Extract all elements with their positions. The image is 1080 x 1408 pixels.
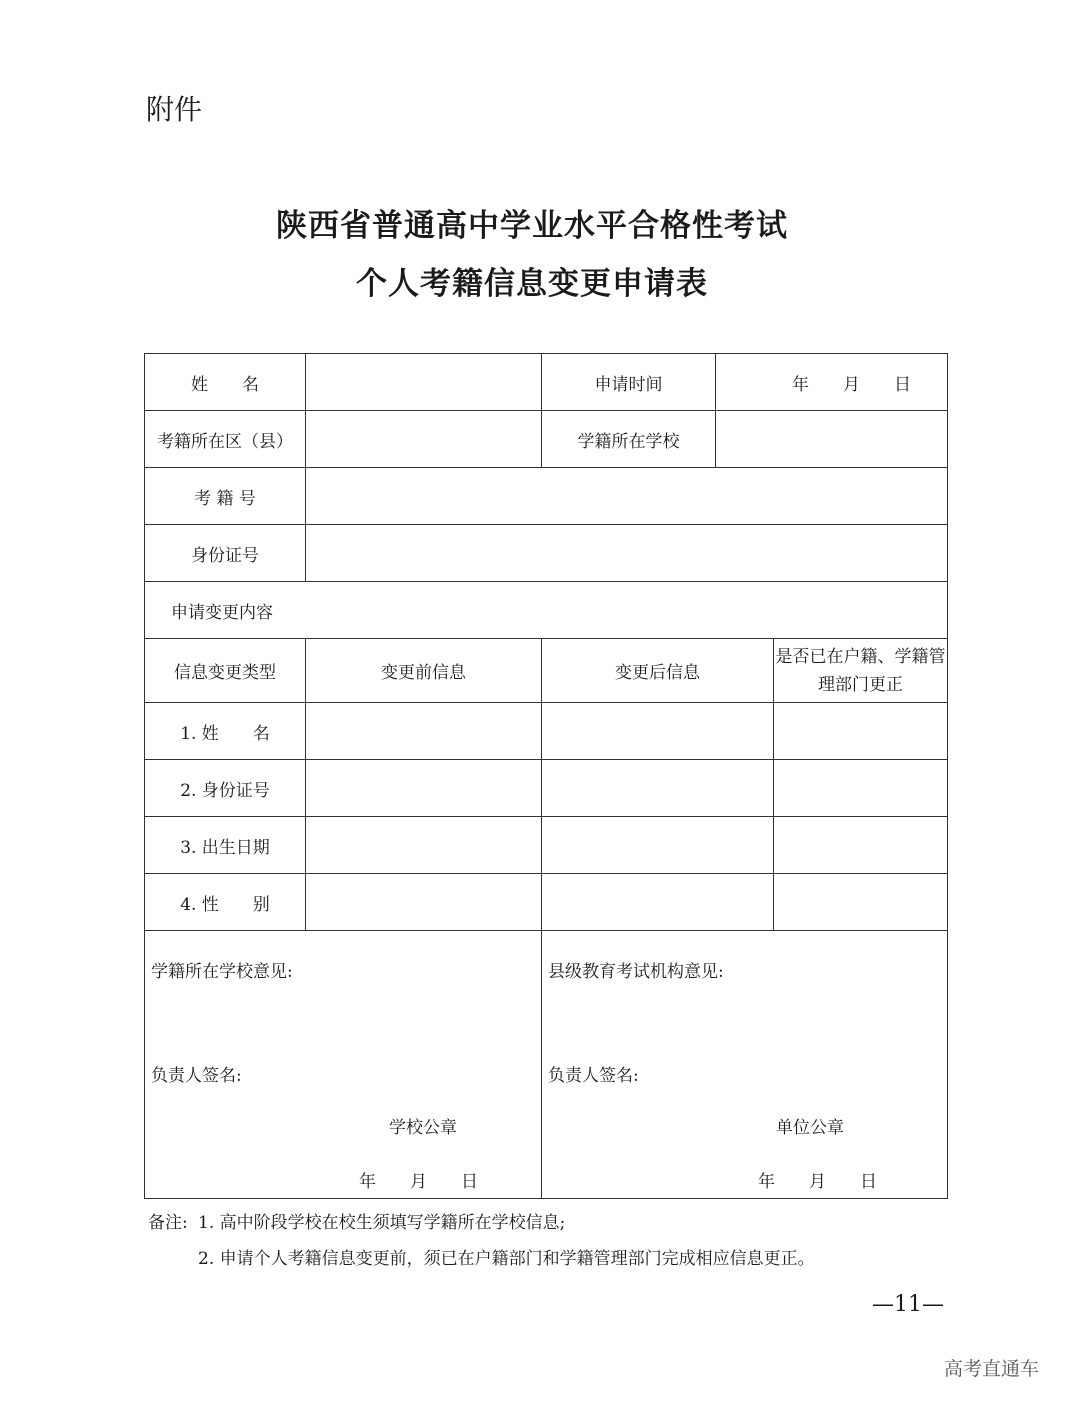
form-title-line2: 个人考籍信息变更申请表 [356, 266, 708, 302]
birthdate-after-cell[interactable] [542, 817, 774, 874]
after-info-header: 变更后信息 [542, 639, 774, 703]
birthdate-corrected-cell[interactable] [774, 817, 948, 874]
attachment-label: 附件 [146, 93, 203, 126]
apply-date-cell[interactable]: 年 月 日 [716, 354, 948, 411]
gender-corrected-cell[interactable] [774, 874, 948, 931]
change-item-id: 2. 身份证号 [145, 760, 306, 817]
exam-number-input-cell[interactable] [306, 468, 948, 525]
note-line-2: 2. 申请个人考籍信息变更前，须已在户籍部门和学籍管理部门完成相应信息更正。 [198, 1249, 815, 1269]
school-opinion-label: 学籍所在学校意见: [151, 962, 293, 982]
county-date-label: 年 月 日 [758, 1172, 877, 1192]
gender-before-cell[interactable] [306, 874, 542, 931]
school-opinion-cell[interactable] [145, 931, 542, 1199]
name-label: 姓 名 [145, 354, 306, 411]
county-signature-label: 负责人签名: [548, 1066, 639, 1086]
gender-after-cell[interactable] [542, 874, 774, 931]
before-info-header: 变更前信息 [306, 639, 542, 703]
notes-prefix: 备注: [148, 1213, 188, 1233]
county-seal-label: 单位公章 [776, 1118, 844, 1138]
school-signature-label: 负责人签名: [151, 1066, 242, 1086]
school-label: 学籍所在学校 [542, 411, 716, 468]
watermark-text: 高考直通车 [944, 1358, 1040, 1380]
change-item-name: 1. 姓 名 [145, 703, 306, 760]
school-date-label: 年 月 日 [359, 1172, 478, 1192]
county-opinion-cell[interactable] [542, 931, 948, 1199]
id-before-cell[interactable] [306, 760, 542, 817]
id-number-input-cell[interactable] [306, 525, 948, 582]
id-corrected-cell[interactable] [774, 760, 948, 817]
district-input-cell[interactable] [306, 411, 542, 468]
corrected-status-header: 是否已在户籍、学籍管理部门更正 [774, 639, 948, 703]
exam-number-label: 考 籍 号 [145, 468, 306, 525]
name-after-cell[interactable] [542, 703, 774, 760]
school-seal-label: 学校公章 [389, 1118, 457, 1138]
birthdate-before-cell[interactable] [306, 817, 542, 874]
name-before-cell[interactable] [306, 703, 542, 760]
change-content-label: 申请变更内容 [145, 582, 948, 639]
change-item-birthdate: 3. 出生日期 [145, 817, 306, 874]
name-input-cell[interactable] [306, 354, 542, 411]
id-number-label: 身份证号 [145, 525, 306, 582]
id-after-cell[interactable] [542, 760, 774, 817]
application-form-table [144, 353, 948, 1199]
district-label: 考籍所在区（县） [145, 411, 306, 468]
name-corrected-cell[interactable] [774, 703, 948, 760]
apply-time-label: 申请时间 [542, 354, 716, 411]
change-type-header: 信息变更类型 [145, 639, 306, 703]
note-line-1: 1. 高中阶段学校在校生须填写学籍所在学校信息; [198, 1213, 566, 1233]
school-input-cell[interactable] [716, 411, 948, 468]
county-opinion-label: 县级教育考试机构意见: [548, 962, 724, 982]
form-title-line1: 陕西省普通高中学业水平合格性考试 [276, 208, 788, 244]
change-item-gender: 4. 性 别 [145, 874, 306, 931]
page-number: —11— [872, 1292, 944, 1317]
